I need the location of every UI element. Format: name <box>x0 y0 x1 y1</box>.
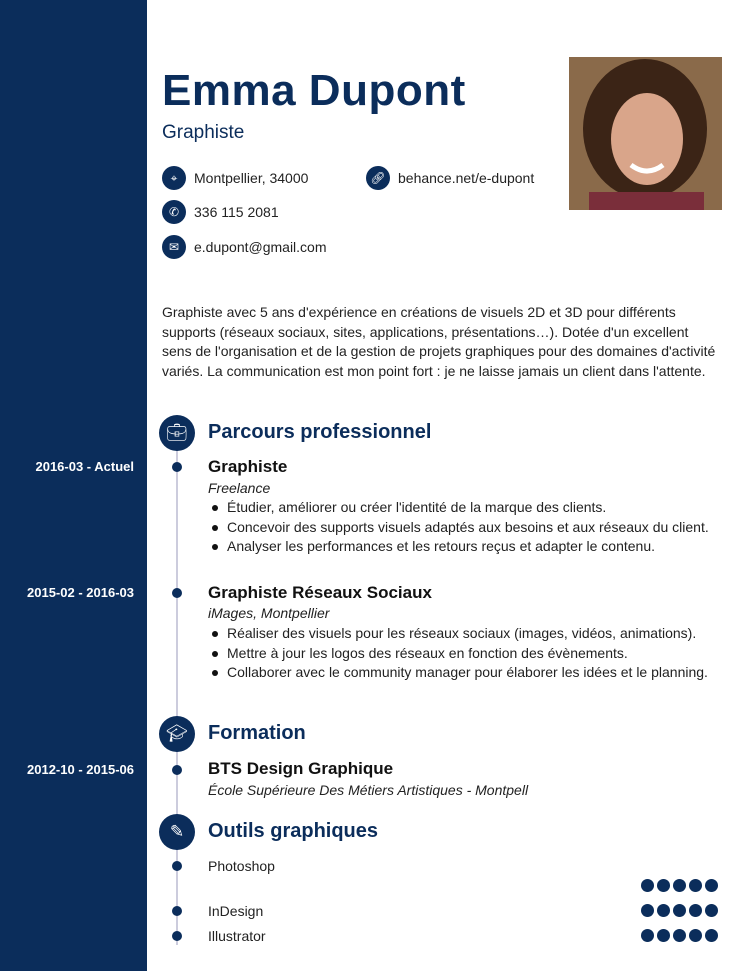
email-link[interactable]: e.dupont@gmail.com <box>194 239 327 255</box>
puzzle-icon: ✎ <box>159 814 195 850</box>
tool-rating <box>641 879 718 892</box>
job-company: iMages, Montpellier <box>208 605 330 621</box>
education-date: 2012-10 - 2015-06 <box>27 762 134 777</box>
job-bullets <box>208 624 718 683</box>
timeline-dot <box>172 906 182 916</box>
job-company: Freelance <box>208 480 271 496</box>
rating-dot <box>641 904 654 917</box>
rating-dot <box>689 879 702 892</box>
rating-dot <box>641 929 654 942</box>
timeline-dot <box>172 931 182 941</box>
education-title: BTS Design Graphique <box>208 759 394 778</box>
link-icon: 🔗︎ <box>366 166 390 190</box>
timeline-dot <box>172 861 182 871</box>
rating-dot <box>673 929 686 942</box>
job-date: 2016-03 - Actuel <box>35 459 134 474</box>
location-text: Montpellier, 34000 <box>194 170 309 186</box>
job-role: Graphiste <box>162 122 245 143</box>
tool-name: Illustrator <box>208 928 266 944</box>
rating-dot <box>705 904 718 917</box>
envelope-icon: ✉ <box>162 235 186 259</box>
location-pin-icon: ⌖ <box>162 166 186 190</box>
tool-rating <box>641 904 718 917</box>
rating-dot <box>689 929 702 942</box>
education-school: École Supérieure Des Métiers Artistiques - Montpell <box>208 782 529 798</box>
sidebar <box>0 0 147 971</box>
timeline-dot <box>172 462 182 472</box>
timeline-dot <box>172 765 182 775</box>
profile-summary: Graphiste avec 5 ans d'expérience en créations de visuels 2D et 3D pour différents supports (réseaux sociaux, sites, applications, présentations…). Dotée d'un excellent sens de l'organisation et de la gestion de projets graphiques pour des domaines d'activité variés. La communication est mon point fort : je ne laisse jamais un client dans l'attente. <box>162 304 716 380</box>
contact-email[interactable] <box>162 235 327 259</box>
contact-phone <box>162 200 279 224</box>
rating-dot <box>657 904 670 917</box>
job-title: Graphiste Réseaux Sociaux <box>208 583 432 602</box>
rating-dot <box>689 904 702 917</box>
tool-name: InDesign <box>208 903 264 919</box>
rating-dot <box>705 879 718 892</box>
rating-dot <box>641 879 654 892</box>
rating-dot <box>673 879 686 892</box>
candidate-name: Emma Dupont <box>162 66 466 115</box>
contact-location <box>162 166 308 190</box>
job-title: Graphiste <box>208 457 288 476</box>
rating-dot <box>657 879 670 892</box>
rating-dot <box>657 929 670 942</box>
list-item: Réaliser des visuels pour les réseaux sociaux (images, vidéos, animations). <box>208 624 718 644</box>
rating-dot <box>705 929 718 942</box>
phone-text: 336 115 2081 <box>194 204 279 220</box>
section-title-tools: Outils graphiques <box>208 820 379 842</box>
graduation-cap-icon: 🎓︎ <box>159 716 195 752</box>
job-bullets <box>208 498 718 557</box>
website-link[interactable]: behance.net/e-dupont <box>398 170 535 186</box>
profile-photo <box>569 57 722 210</box>
timeline-dot <box>172 588 182 598</box>
rating-dot <box>673 904 686 917</box>
section-title-experience: Parcours professionnel <box>208 421 432 443</box>
section-title-education: Formation <box>208 722 306 744</box>
list-item: Étudier, améliorer ou créer l'identité de la marque des clients. <box>208 498 718 518</box>
phone-icon: ✆ <box>162 200 186 224</box>
tool-rating <box>641 929 718 942</box>
list-item: Analyser les performances et les retours reçus et adapter le contenu. <box>208 537 718 557</box>
list-item: Collaborer avec le community manager pour élaborer les idées et le planning. <box>208 663 718 683</box>
job-date: 2015-02 - 2016-03 <box>27 585 134 600</box>
briefcase-icon: 💼︎ <box>159 415 195 451</box>
list-item: Mettre à jour les logos des réseaux en fonction des évènements. <box>208 644 718 664</box>
tool-name: Photoshop <box>208 858 275 874</box>
contact-website[interactable] <box>366 166 534 190</box>
list-item: Concevoir des supports visuels adaptés aux besoins et aux réseaux du client. <box>208 518 718 538</box>
